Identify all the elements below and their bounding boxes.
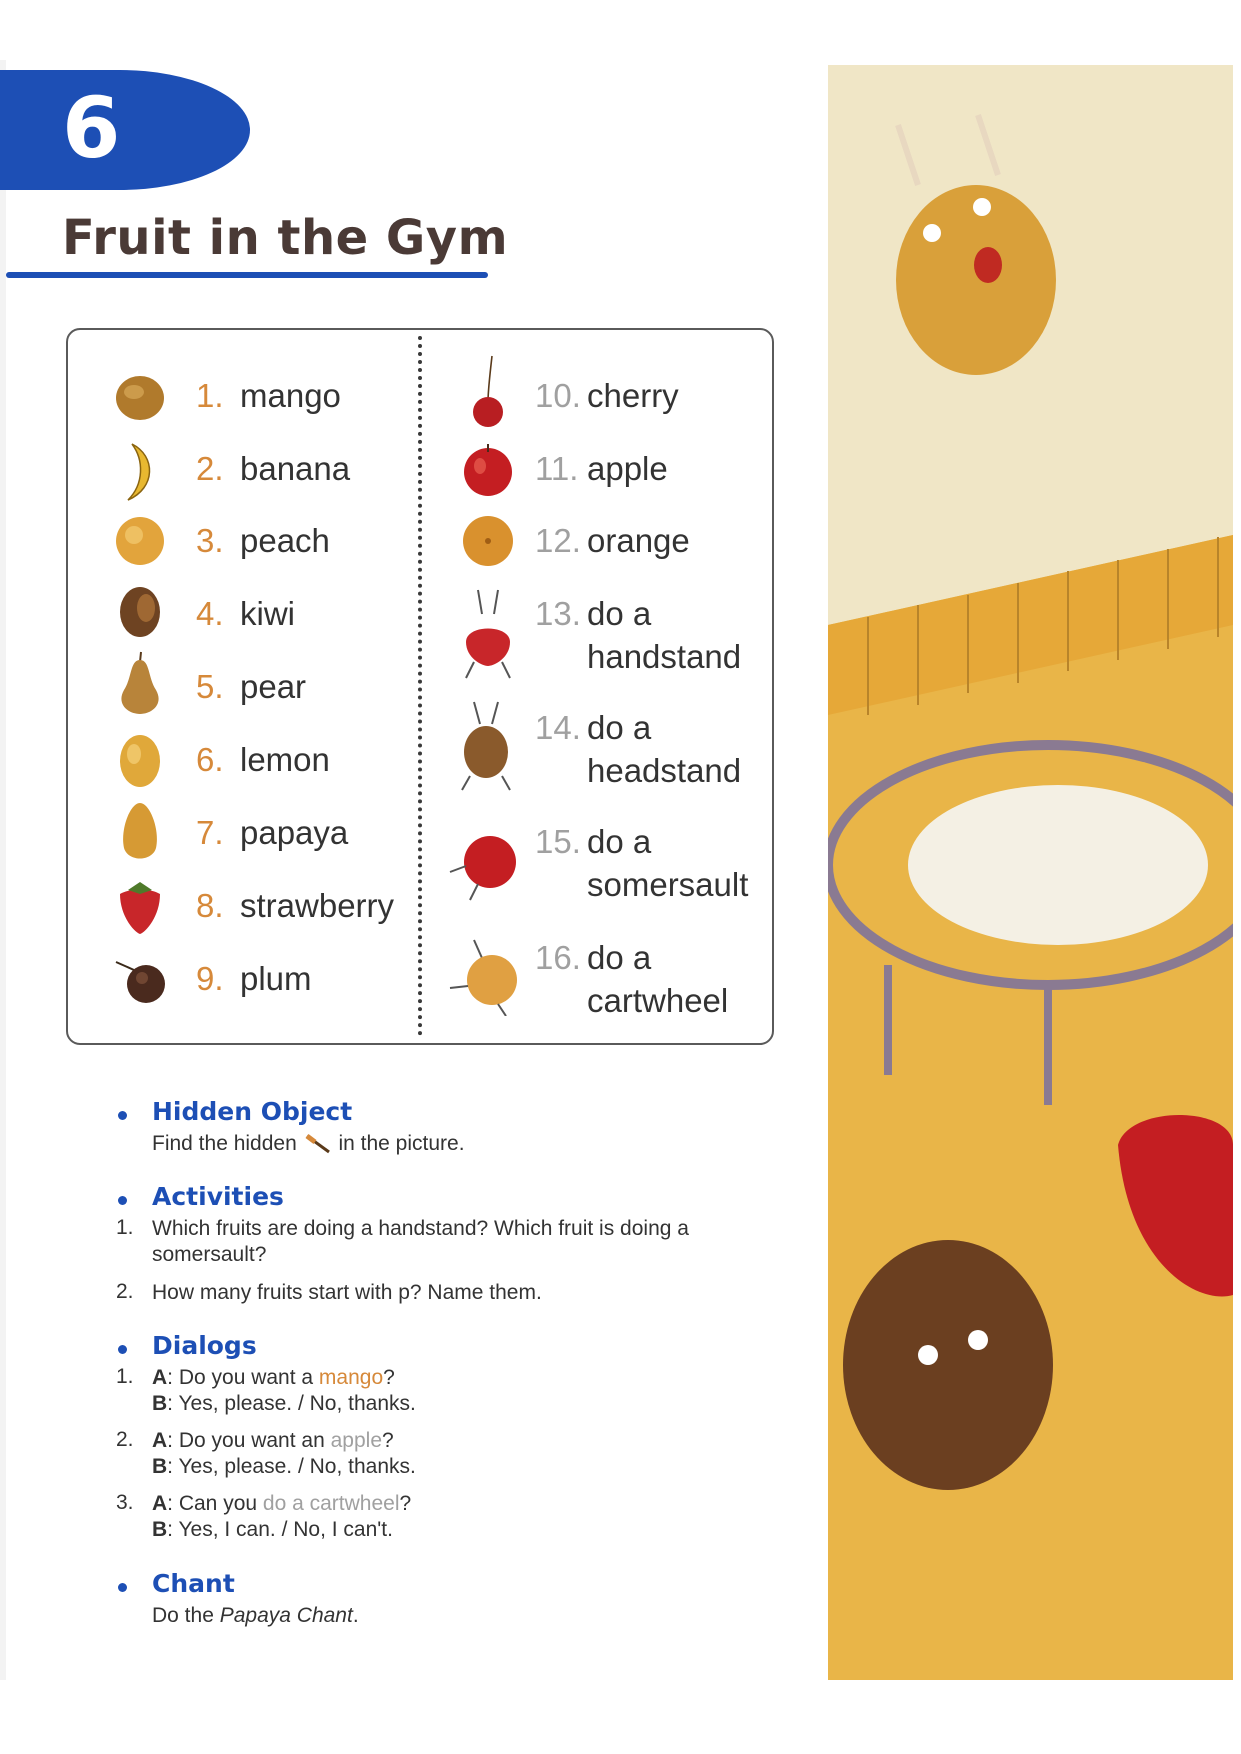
cartwheel-fruit-icon [448, 936, 522, 1016]
dialog-text: ? [382, 1429, 394, 1452]
gym-scene-image [828, 65, 1233, 1680]
bullet [118, 1345, 127, 1354]
dialog-text: : Do you want an [167, 1429, 331, 1452]
handstand-fruit-icon [458, 586, 518, 680]
vocab-number: 12. [535, 522, 581, 559]
left-margin-strip [0, 60, 6, 1680]
vocab-word: peach [240, 522, 330, 559]
speaker-label: B [152, 1392, 168, 1415]
vocab-word: plum [240, 960, 312, 997]
dialog-item [152, 1428, 416, 1480]
vocab-word: apple [587, 450, 668, 487]
vocab-item [535, 519, 690, 562]
unit-number: 6 [62, 79, 121, 177]
dialog-item [152, 1365, 416, 1417]
dialog-number: 1. [116, 1365, 134, 1388]
activities-heading: Activities [152, 1182, 284, 1211]
hidden-object-icon [303, 1132, 333, 1154]
lemon-icon [116, 732, 164, 790]
bullet [118, 1111, 127, 1120]
vocab-number: 4. [196, 595, 224, 632]
mango-icon [112, 370, 168, 426]
kiwi-icon [116, 584, 164, 640]
vocab-item [196, 447, 350, 490]
pear-icon [114, 650, 166, 716]
vocab-word: do a [587, 939, 652, 976]
vocab-number: 14. [535, 709, 581, 746]
orange-icon [460, 513, 516, 569]
dialog-number: 2. [116, 1428, 134, 1451]
gym-illustration [828, 65, 1233, 1680]
activity-number: 1. [116, 1216, 134, 1239]
strawberry-icon [114, 880, 166, 936]
vocab-number: 6. [196, 741, 224, 778]
dialog-line-a [152, 1491, 411, 1517]
vocab-item [196, 957, 312, 1000]
vocab-number: 13. [535, 595, 581, 632]
vocab-word: do a [587, 823, 652, 860]
chant-title: Papaya Chant [219, 1604, 353, 1627]
activity-item: How many fruits start with p? Name them. [152, 1281, 542, 1304]
speaker-label: B [152, 1518, 168, 1541]
chant-text [152, 1603, 359, 1629]
speaker-label: A [152, 1366, 168, 1389]
vocab-word: lemon [240, 741, 330, 778]
vocab-item [196, 811, 348, 854]
speaker-label: B [152, 1455, 168, 1478]
speaker-label: A [152, 1492, 168, 1515]
vocab-word: strawberry [240, 887, 395, 924]
dialog-text: : Yes, please. / No, thanks. [167, 1392, 416, 1415]
vocab-word: mango [240, 377, 341, 414]
papaya-icon [116, 800, 164, 866]
vocab-word-line2: somersault [587, 866, 749, 903]
dialog-text: : Yes, please. / No, thanks. [167, 1455, 416, 1478]
vocab-item [196, 592, 295, 635]
hidden-object-text-after: in the picture. [338, 1132, 465, 1155]
vocab-item [535, 706, 741, 792]
vocab-item [535, 820, 748, 906]
vocab-number: 2. [196, 450, 224, 487]
hidden-object-text [152, 1131, 465, 1157]
hidden-object-text-before: Find the hidden [152, 1132, 297, 1155]
vocab-word-line2: cartwheel [587, 982, 729, 1019]
vocab-word-line2: handstand [587, 638, 742, 675]
vocab-number: 9. [196, 960, 224, 997]
somersault-fruit-icon [448, 826, 522, 902]
unit-badge [0, 70, 250, 190]
speaker-label: A [152, 1429, 168, 1452]
vocab-number: 7. [196, 814, 224, 851]
dialog-text: : Yes, I can. / No, I can't. [167, 1518, 393, 1541]
dialog-number: 3. [116, 1491, 134, 1514]
dialog-text: : Do you want a [167, 1366, 319, 1389]
dialog-line-b [152, 1517, 411, 1543]
vocab-item [196, 738, 330, 781]
hidden-object-heading: Hidden Object [152, 1097, 353, 1126]
dialogs-heading: Dialogs [152, 1331, 257, 1360]
dialog-line-b [152, 1391, 416, 1417]
vocab-word-line2: headstand [587, 752, 742, 789]
vocab-item [535, 936, 728, 1022]
page-title: Fruit in the Gym [62, 210, 509, 266]
vocab-number: 3. [196, 522, 224, 559]
vocabulary-divider [418, 336, 422, 1036]
vocab-number: 16. [535, 939, 581, 976]
headstand-fruit-icon [456, 700, 516, 792]
vocab-item [535, 374, 679, 417]
vocab-number: 1. [196, 377, 224, 414]
apple-icon [460, 440, 516, 498]
vocab-item [535, 592, 741, 678]
bullet [118, 1583, 127, 1592]
activity-number: 2. [116, 1280, 134, 1303]
vocab-number: 10. [535, 377, 581, 414]
chant-text-before: Do the [152, 1604, 220, 1627]
vocab-item [196, 665, 306, 708]
dialog-text: : Can you [167, 1492, 263, 1515]
vocab-word: do a [587, 709, 652, 746]
chant-text-after: . [352, 1604, 359, 1627]
dialog-line-b [152, 1454, 416, 1480]
vocab-word: pear [240, 668, 307, 705]
dialog-keyword: apple [330, 1429, 382, 1452]
dialog-keyword: mango [318, 1366, 384, 1389]
vocab-number: 8. [196, 887, 224, 924]
chant-heading: Chant [152, 1569, 235, 1598]
vocab-word: do a [587, 595, 652, 632]
vocab-item [196, 374, 341, 417]
banana-icon [118, 440, 162, 504]
vocab-item [535, 447, 668, 490]
plum-icon [112, 956, 168, 1006]
dialog-line-a [152, 1428, 416, 1454]
vocab-item [196, 884, 394, 927]
dialog-item [152, 1491, 411, 1543]
vocab-word: orange [587, 522, 690, 559]
cherry-icon [468, 354, 508, 428]
vocab-word: banana [240, 450, 351, 487]
activity-line: Which fruits are doing a handstand? Which fruit is doing a [152, 1217, 689, 1240]
dialog-keyword: do a cartwheel [262, 1492, 400, 1515]
vocab-word: papaya [240, 814, 349, 851]
dialog-text: ? [383, 1366, 395, 1389]
vocab-number: 15. [535, 823, 581, 860]
vocab-number: 11. [535, 450, 579, 487]
vocab-word: kiwi [240, 595, 295, 632]
peach-icon [112, 513, 168, 569]
dialog-line-a [152, 1365, 416, 1391]
vocab-number: 5. [196, 668, 224, 705]
dialog-text: ? [399, 1492, 412, 1515]
activity-line: somersault? [152, 1243, 267, 1266]
vocab-item [196, 519, 330, 562]
activity-item [152, 1216, 732, 1268]
bullet [118, 1196, 127, 1205]
title-underline [6, 272, 488, 278]
vocab-word: cherry [587, 377, 679, 414]
